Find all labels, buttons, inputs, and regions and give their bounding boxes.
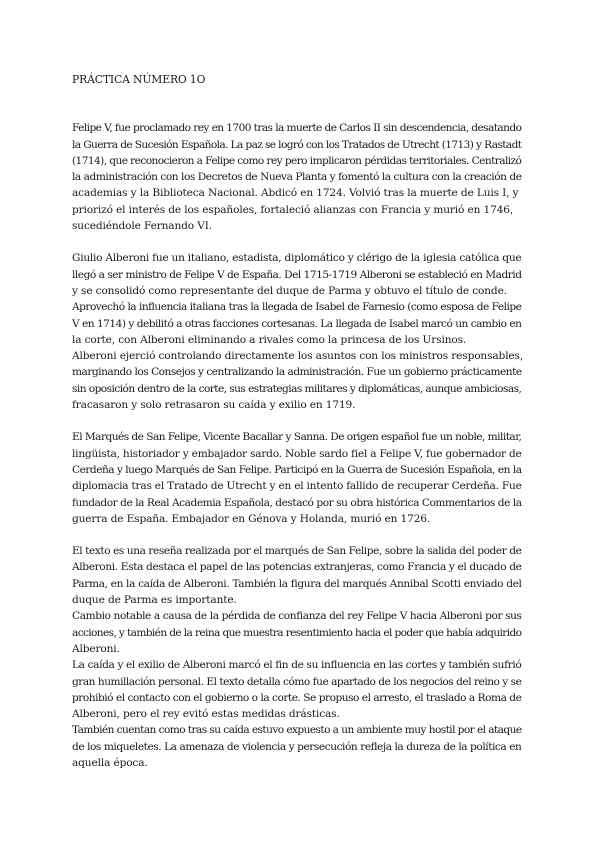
paragraph-analisis-texto xyxy=(72,543,526,771)
text-line: acciones, y también de la reina que muestra resentimiento hacia el poder que había adquirido xyxy=(72,626,522,639)
text-line: la corte, con Alberoni eliminando a rivales como la princesa de los Ursinos. xyxy=(72,333,467,346)
text-line: gran humillación personal. El texto detalla cómo fue apartado de los negocios del reino y se xyxy=(72,675,522,688)
text-line: Felipe V, fue proclamado rey en 1700 tras la muerte de Carlos II sin descendencia, desatando xyxy=(72,122,522,135)
text-line: marginando los Consejos y centralizando la administración. Fue un gobierno prácticamente xyxy=(72,366,522,379)
text-line: El Marqués de San Felipe, Vicente Bacallar y Sanna. De origen español fue un noble, militar, xyxy=(72,431,522,444)
text-line: llegó a ser ministro de Felipe V de España. Del 1715-1719 Alberoni se estableció en Madrid xyxy=(72,268,522,281)
text-line: Cambio notable a causa de la pérdida de confianza del rey Felipe V hacia Alberoni por sus xyxy=(72,610,522,623)
text-line: Giulio Alberoni fue un italiano, estadista, diplomático y clérigo de la iglesia católica que xyxy=(72,252,522,265)
paragraph-alberoni xyxy=(72,250,526,413)
text-line: academias y la Biblioteca Nacional. Abdicó en 1724. Volvió tras la muerte de Luis I, y xyxy=(72,187,519,200)
text-line: Alberoni. xyxy=(72,642,120,655)
text-line: sin oposición dentro de la corte, sus estrategias militares y diplomáticas, aunque ambiciosas, xyxy=(72,382,522,395)
text-line: Alberoni ejerció controlando directamente los asuntos con los ministros responsables, xyxy=(72,350,524,363)
text-line: diplomacia tras el Tratado de Utrecht y en el intento fallido de recuperar Cerdeña. Fue xyxy=(72,480,522,493)
text-line: Alberoni, pero el rey evitó estas medidas drásticas. xyxy=(72,708,340,721)
text-line: sucediéndole Fernando VI. xyxy=(72,220,212,233)
text-line: de los miqueletes. La amenaza de violencia y persecución refleja la dureza de la política en xyxy=(72,740,522,753)
document-body xyxy=(72,72,526,787)
text-line: (1714), que reconocieron a Felipe como rey pero implicaron pérdidas territoriales. Centralizó xyxy=(72,154,522,167)
paragraph-marques-san-felipe xyxy=(72,429,526,527)
text-line: priorizó el interés de los españoles, fortaleció alianzas con Francia y murió en 1746, xyxy=(72,203,514,216)
text-line: guerra de España. Embajador en Génova y Holanda, murió en 1726. xyxy=(72,512,431,525)
text-line: Aprovechó la influencia italiana tras la llegada de Isabel de Farnesio (como esposa de Felipe xyxy=(72,301,522,314)
text-line: fracasaron y solo retrasaron su caída y exilio en 1719. xyxy=(72,399,356,412)
text-line: la administración con los Decretos de Nueva Planta y fomentó la cultura con la creación de xyxy=(72,171,522,184)
text-line: V en 1714) y debilitó a otras facciones cortesanas. La llegada de Isabel marcó un cambio en xyxy=(72,317,522,330)
text-line: Alberoni. Esta destaca el papel de las potencias extranjeras, como Francia y el ducado de xyxy=(72,561,522,574)
text-line: prohibió el contacto con el gobierno o la corte. Se propuso el arresto, el traslado a Roma de xyxy=(72,691,522,704)
text-line: duque de Parma es importante. xyxy=(72,594,237,607)
text-line: fundador de la Real Academia Española, destacó por su obra histórica Commentarios de la xyxy=(72,496,522,509)
text-line: La caída y el exilio de Alberoni marcó el fin de su influencia en las cortes y también sufrió xyxy=(72,659,522,672)
paragraph-felipe-v xyxy=(72,120,526,234)
text-line: El texto es una reseña realizada por el marqués de San Felipe, sobre la salida del poder de xyxy=(72,545,522,558)
text-line: Parma, en la caída de Alberoni. También la figura del marqués Annibal Scotti enviado del xyxy=(72,577,522,590)
document-title: PRÁCTICA NÚMERO 1O xyxy=(72,73,206,86)
text-line: También cuentan como tras su caída estuvo expuesto a un ambiente muy hostil por el ataque xyxy=(72,724,522,737)
text-line: Cerdeña y luego Marqués de San Felipe. Participó en la Guerra de Sucesión Española, en la xyxy=(72,463,522,476)
text-line: y se consolidó como representante del duque de Parma y obtuvo el título de conde. xyxy=(72,284,507,297)
text-line: la Guerra de Sucesión Española. La paz se logró con los Tratados de Utrecht (1713) y Rastadt xyxy=(72,138,522,151)
text-line: aquella época. xyxy=(72,756,148,769)
text-line: lingüista, historiador y embajador sardo. Noble sardo fiel a Felipe V, fue gobernador de xyxy=(72,447,522,460)
